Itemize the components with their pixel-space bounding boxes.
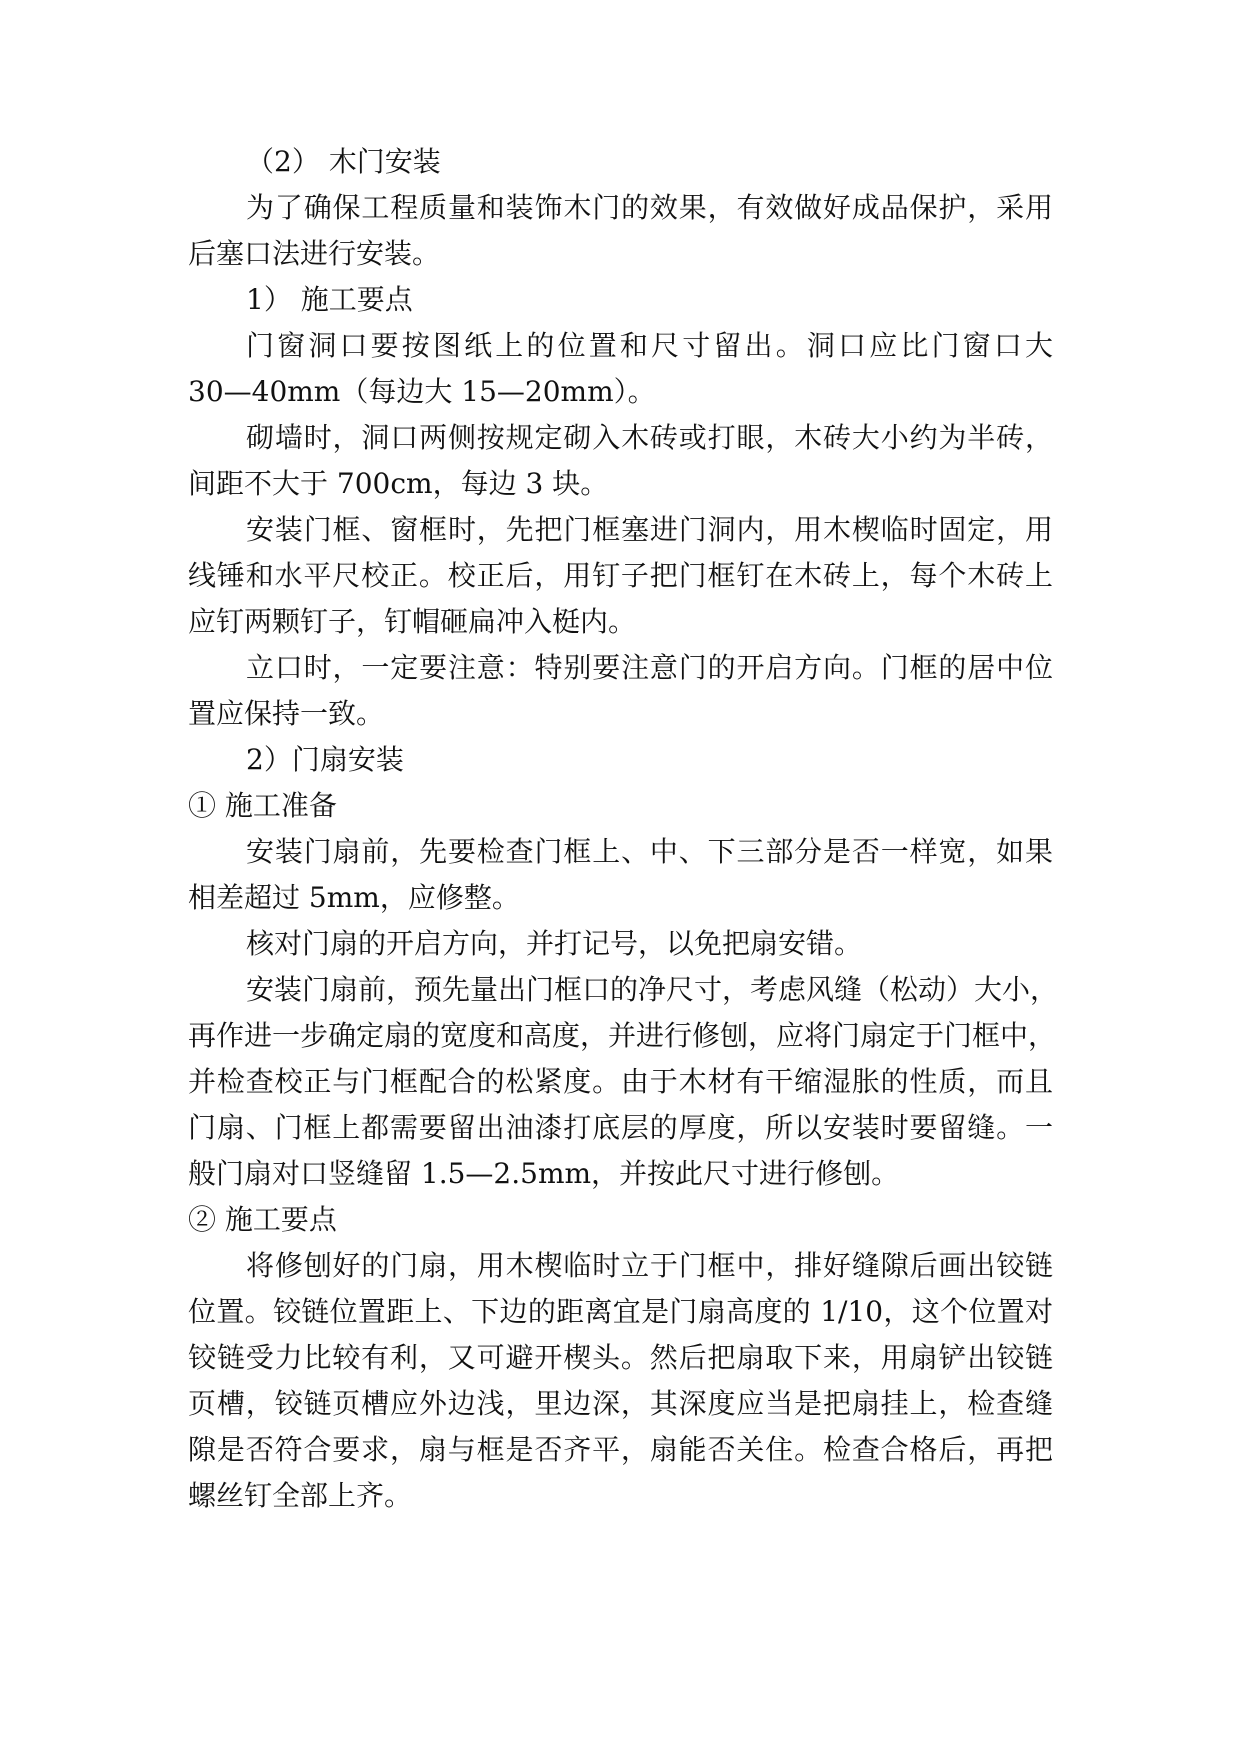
paragraph-line: 门扇、门框上都需要留出油漆打底层的厚度，所以安装时要留缝。一 [188,1111,1053,1144]
paragraph-line: 间距不大于 700cm，每边 3 块。 [188,467,609,500]
paragraph-line: 安装门框、窗框时，先把门框塞进门洞内，用木楔临时固定，用 [246,513,1053,546]
paragraph-line: 为了确保工程质量和装饰木门的效果，有效做好成品保护，采用 [246,191,1053,224]
subheading-door-leaf-installation: 2）门扇安装 [246,743,404,776]
paragraph-line: 线锤和水平尺校正。校正后，用钉子把门框钉在木砖上，每个木砖上 [188,559,1053,592]
paragraph-line: 立口时，一定要注意：特别要注意门的开启方向。门框的居中位 [246,651,1053,684]
paragraph-line: 30—40mm（每边大 15—20mm）。 [188,375,656,408]
paragraph-line: 并检查校正与门框配合的松紧度。由于木材有干缩湿胀的性质，而且 [188,1065,1053,1098]
paragraph-line: 相差超过 5mm，应修整。 [188,881,520,914]
paragraph-line: 螺丝钉全部上齐。 [188,1479,413,1512]
paragraph-line: 安装门扇前，预先量出门框口的净尺寸，考虑风缝（松动）大小， [246,973,1059,1006]
subheading-construction-preparation: ① 施工准备 [188,789,337,822]
paragraph-line: 核对门扇的开启方向，并打记号，以免把扇安错。 [246,927,863,960]
paragraph-line: 应钉两颗钉子，钉帽砸扁冲入梃内。 [188,605,637,638]
paragraph-line: 后塞口法进行安装。 [188,237,441,270]
subheading-construction-points: 1） 施工要点 [246,283,413,316]
subheading-construction-points-2: ② 施工要点 [188,1203,337,1236]
paragraph-line: 砌墙时，洞口两侧按规定砌入木砖或打眼，木砖大小约为半砖， [246,421,1053,454]
paragraph-line: 页槽，铰链页槽应外边浅，里边深，其深度应当是把扇挂上，检查缝 [188,1387,1053,1420]
paragraph-line: 位置。铰链位置距上、下边的距离宜是门扇高度的 1/10，这个位置对 [188,1295,1053,1328]
paragraph-line: 再作进一步确定扇的宽度和高度，并进行修刨，应将门扇定于门框中， [188,1019,1057,1052]
section-heading-wood-door-installation: （2） 木门安装 [246,145,441,178]
paragraph-line: 铰链受力比较有利，又可避开楔头。然后把扇取下来，用扇铲出铰链 [188,1341,1053,1374]
paragraph-line: 将修刨好的门扇，用木楔临时立于门框中，排好缝隙后画出铰链 [246,1249,1053,1282]
paragraph-line: 隙是否符合要求，扇与框是否齐平，扇能否关住。检查合格后，再把 [188,1433,1053,1466]
paragraph-line: 般门扇对口竖缝留 1.5—2.5mm，并按此尺寸进行修刨。 [188,1157,900,1190]
paragraph-line: 安装门扇前，先要检查门框上、中、下三部分是否一样宽，如果 [246,835,1053,868]
paragraph-line: 置应保持一致。 [188,697,385,730]
paragraph-line: 门窗洞口要按图纸上的位置和尺寸留出。洞口应比门窗口大 [246,329,1053,362]
